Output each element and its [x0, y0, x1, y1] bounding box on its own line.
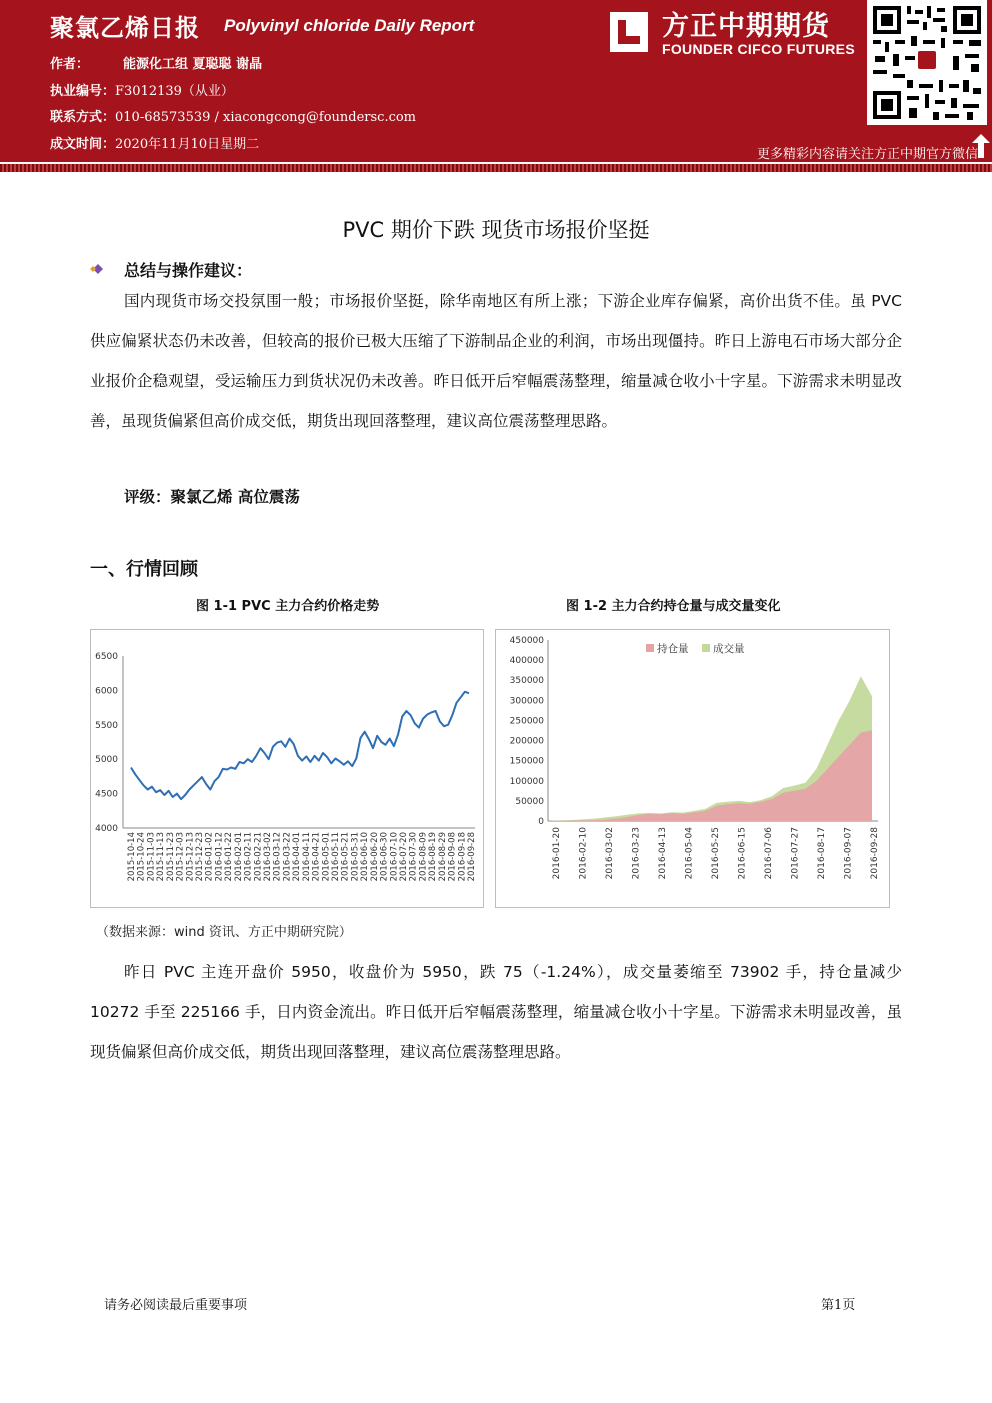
y-tick-label: 6500	[95, 652, 118, 662]
report-headline: PVC 期价下跌 现货市场报价坚挺	[342, 218, 650, 242]
x-tick-label: 2016-03-02	[605, 827, 615, 880]
x-tick-label: 2016-05-01	[321, 832, 332, 882]
contact-label: 联系方式：	[50, 110, 116, 125]
y-tick-label: 4500	[95, 789, 118, 800]
y-tick-label: 150000	[509, 756, 544, 767]
y-tick-label: 400000	[509, 656, 544, 667]
price-chart-svg	[91, 630, 483, 907]
legend-label-open-interest: 持仓量	[657, 643, 689, 655]
x-tick-label: 2016-07-30	[408, 832, 419, 882]
legend-swatch-open-interest	[646, 644, 654, 652]
price-series-line	[131, 692, 469, 799]
x-tick-label: 2016-08-29	[437, 832, 448, 882]
x-tick-label: 2016-09-07	[843, 827, 854, 880]
x-tick-label: 2016-04-11	[301, 832, 312, 882]
x-tick-label: 2016-04-01	[292, 832, 303, 882]
x-tick-label: 2016-08-19	[428, 832, 439, 882]
x-tick-label: 2016-08-09	[418, 832, 429, 882]
y-tick-label: 5000	[95, 755, 118, 766]
brand-name-cn: 方正中期期货	[662, 11, 830, 42]
x-tick-label: 2016-03-22	[282, 832, 293, 882]
x-tick-label: 2015-12-23	[195, 832, 205, 882]
license-line	[50, 80, 234, 99]
author-label: 作者：	[50, 57, 90, 72]
y-tick-label: 50000	[515, 796, 544, 807]
x-tick-label: 2016-04-13	[658, 827, 668, 880]
x-tick-label: 2016-07-06	[764, 827, 774, 880]
x-tick-label: 2016-03-23	[631, 827, 642, 880]
x-tick-label: 2016-06-10	[360, 832, 371, 882]
x-tick-label: 2016-04-21	[311, 832, 322, 882]
x-tick-label: 2016-09-28	[467, 832, 477, 882]
wechat-qr-code-icon[interactable]	[867, 0, 987, 125]
rating-line: 评级：聚氯乙烯 高位震荡	[124, 488, 300, 506]
contact-line	[50, 106, 416, 125]
header-stripe	[0, 164, 992, 172]
license-label: 执业编号：	[50, 84, 116, 99]
x-tick-label: 2016-05-21	[340, 832, 351, 882]
x-tick-label: 2016-01-12	[214, 832, 225, 882]
figure-2-title: 图 1-2 主力合约持仓量与成交量变化	[566, 599, 781, 614]
y-tick-label: 5500	[95, 720, 118, 731]
y-tick-label: 200000	[509, 736, 544, 747]
legend-swatch-volume	[702, 644, 710, 652]
figure-1-title: 图 1-1 PVC 主力合约价格走势	[196, 599, 380, 614]
x-tick-label: 2016-02-11	[243, 832, 254, 882]
x-tick-label: 2016-03-12	[272, 832, 283, 882]
x-tick-label: 2016-02-01	[233, 832, 244, 882]
date-label: 成文时间：	[50, 137, 116, 152]
y-tick-label: 300000	[509, 696, 544, 707]
x-tick-label: 2016-07-10	[389, 832, 400, 882]
report-title-en: Polyvinyl chloride Daily Report	[224, 16, 475, 35]
founder-logo-icon	[604, 8, 654, 56]
x-tick-label: 2016-02-10	[578, 827, 589, 880]
page-number: 第1页	[821, 1298, 856, 1313]
x-tick-label: 2015-10-14	[127, 832, 137, 882]
x-tick-label: 2016-01-02	[204, 832, 215, 882]
x-tick-label: 2015-12-13	[185, 832, 196, 882]
y-tick-label: 6000	[95, 686, 118, 697]
section-heading-market-review: 一、行情回顾	[90, 559, 198, 580]
x-tick-label: 2016-08-17	[817, 827, 827, 880]
x-tick-label: 2016-09-28	[870, 827, 880, 880]
x-tick-label: 2016-06-15	[737, 827, 748, 880]
x-tick-label: 2015-12-03	[175, 832, 186, 882]
volume-oi-chart	[495, 629, 890, 908]
data-source-note: （数据来源：wind 资讯、方正中期研究院）	[96, 925, 352, 940]
x-tick-label: 2016-09-18	[457, 832, 468, 882]
summary-paragraph: 国内现货市场交投氛围一般；市场报价坚挺，除华南地区有所上涨；下游企业库存偏紧，高价出货不佳。虽 PVC 供应偏紧状态仍未改善，但较高的报价已极大压缩了下游制品企业的利润，市场出现僵持。昨日上游电石市场大部分企业报价企稳观望，受运输压力到货状况仍未改善。昨日低开后窄幅震荡整理，缩量减仓收小十字星。下游需求未明显改善，虽现货偏紧但高价成交低，期货出现回落整理，建议高位震荡整理思路。	[90, 292, 902, 430]
diamond-bullet-icon	[90, 262, 106, 276]
x-tick-label: 2016-05-31	[350, 832, 361, 882]
footer-notice: 请务必阅读最后重要事项	[104, 1298, 248, 1313]
legend-label-volume: 成交量	[713, 643, 745, 655]
x-tick-label: 2016-01-20	[552, 827, 562, 880]
x-tick-label: 2016-05-25	[711, 827, 721, 880]
date-value: 2020年11月10日星期二	[115, 137, 260, 152]
follow-wechat-text: 更多精彩内容请关注方正中期官方微信	[756, 147, 978, 162]
x-tick-label: 2016-06-30	[379, 832, 390, 882]
report-title-cn: 聚氯乙烯日报	[50, 14, 200, 42]
summary-heading: 总结与操作建议：	[124, 261, 253, 280]
x-tick-label: 2016-06-20	[369, 832, 380, 882]
license-value: F3012139（从业）	[115, 84, 234, 99]
arrow-up-icon	[972, 134, 990, 158]
y-tick-label: 450000	[509, 636, 544, 646]
x-tick-label: 2015-11-23	[165, 832, 176, 882]
x-tick-label: 2016-09-08	[447, 832, 458, 882]
market-review-paragraph: 昨日 PVC 主连开盘价 5950，收盘价为 5950，跌 75（-1.24%），成交量萎缩至 73902 手，持仓量减少 10272 手至 225166 手，日内资金流出。昨日低开后窄幅震荡整理，缩量减仓收小十字星。下游需求未明显改善，虽现货偏紧但高价成交低，期货出现回落整理，建议高位震荡整理思路。	[90, 963, 902, 1061]
contact-value[interactable]: 010-68573539 / xiacongcong@foundersc.com	[115, 110, 417, 125]
x-tick-label: 2016-03-02	[263, 832, 273, 882]
author-line	[50, 53, 262, 72]
y-tick-label: 350000	[509, 676, 544, 687]
price-chart	[90, 629, 484, 908]
x-tick-label: 2016-05-11	[331, 832, 341, 882]
y-tick-label: 4000	[95, 824, 118, 834]
author-value: 能源化工组 夏聪聪 谢晶	[123, 57, 263, 72]
x-tick-label: 2015-11-03	[146, 832, 157, 882]
x-tick-label: 2016-07-20	[399, 832, 409, 882]
x-tick-label: 2015-10-24	[136, 832, 147, 882]
x-tick-label: 2016-02-21	[253, 832, 264, 882]
brand-name-en: FOUNDER CIFCO FUTURES	[662, 41, 855, 57]
y-tick-label: 0	[538, 817, 544, 827]
y-tick-label: 250000	[509, 716, 544, 727]
x-tick-label: 2016-05-04	[684, 827, 695, 880]
x-tick-label: 2016-07-27	[790, 827, 801, 880]
x-tick-label: 2015-11-13	[156, 832, 167, 882]
date-line	[50, 133, 259, 152]
x-tick-label: 2016-01-22	[224, 832, 235, 882]
volume-oi-chart-svg	[496, 630, 889, 907]
y-tick-label: 100000	[509, 776, 544, 787]
